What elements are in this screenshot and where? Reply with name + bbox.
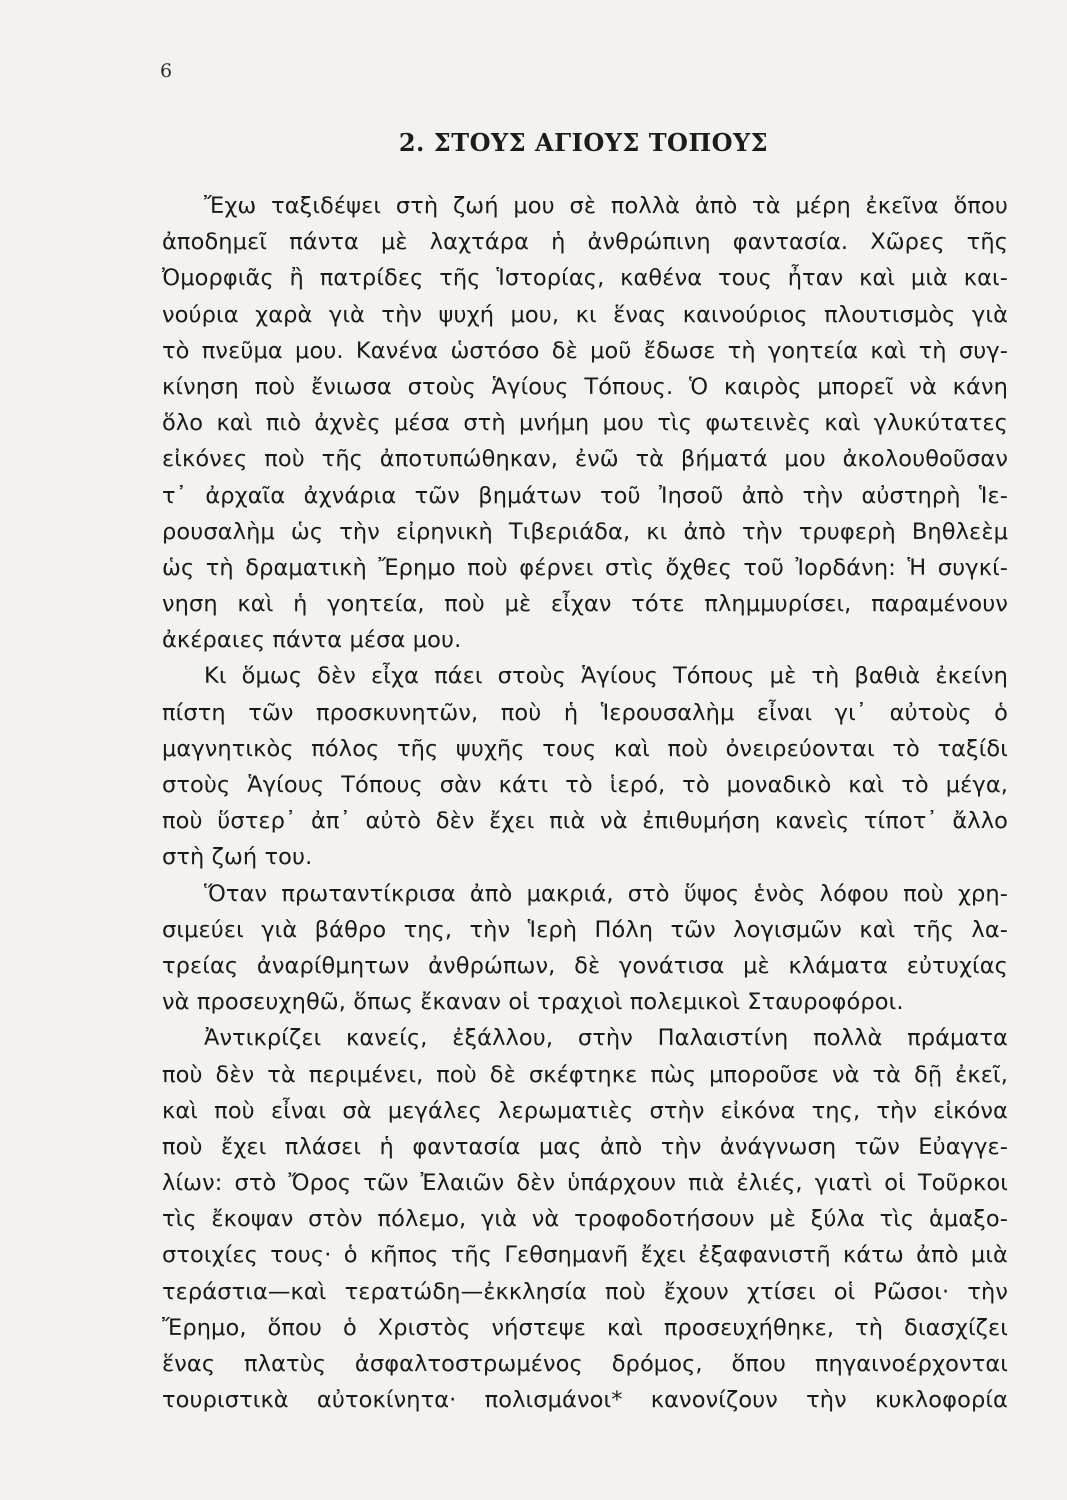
text-line: καὶ ποὺ εἶναι σὰ μεγάλες λερωματιὲς στὴν εἰκόνα της, τὴν εἰκόνα — [162, 1097, 1008, 1124]
text-line: ποὺ δὲν τὰ περιμένει, ποὺ δὲ σκέφτηκε πὼς μποροῦσε νὰ τὰ δῇ ἐκεῖ, — [162, 1061, 1008, 1088]
text-line: Ὀμορφιᾶς ἢ πατρίδες τῆς Ἱστορίας, καθένα τους ἦταν καὶ μιὰ και- — [162, 265, 1008, 292]
text-line: ὡς τὴ δραματικὴ Ἔρημο ποὺ φέρνει στὶς ὄχθες τοῦ Ἰορδάνη: Ἡ συγκί- — [162, 554, 1008, 581]
chapter-title — [0, 128, 1067, 157]
text-line: λίων: στὸ Ὄρος τῶν Ἐλαιῶν δὲν ὑπάρχουν πιὰ ἐλιές, γιατὶ οἱ Τοῦρκοι — [162, 1170, 1008, 1197]
text-line: Ἔχω ταξιδέψει στὴ ζωή μου σὲ πολλὰ ἀπὸ τὰ μέρη ἐκεῖνα ὅπου — [204, 193, 1008, 219]
text-line: στοὺς Ἁγίους Τόπους σὰν κάτι τὸ ἱερό, τὸ μοναδικὸ καὶ τὸ μέγα, — [162, 772, 1008, 798]
text-line: ρουσαλὴμ ὡς τὴν εἰρηνικὴ Τιβεριάδα, κι ἀπὸ τὴν τρυφερὴ Βηθλεὲμ — [162, 518, 1008, 545]
text-line: ὅλο καὶ πιὸ ἀχνὲς μέσα στὴ μνήμη μου τὶς φωτεινὲς καὶ γλυκύτατες — [162, 410, 1008, 437]
text-line: στοιχίες τους· ὁ κῆπος τῆς Γεθσημανῆ ἔχει ἐξαφανιστῆ κάτω ἀπὸ μιὰ — [162, 1242, 1008, 1269]
text-line: εἰκόνες ποὺ τῆς ἀποτυπώθηκαν, ἐνῶ τὰ βήματά μου ἀκολουθοῦσαν — [162, 446, 1008, 473]
text-line: στὴ ζωή του. — [162, 844, 313, 871]
page-number: 6 — [160, 60, 173, 82]
text-line: τεράστια—καὶ τερατώδη—ἐκκλησία ποὺ ἔχουν χτίσει οἱ Ρῶσοι· τὴν — [162, 1278, 1008, 1305]
text-line: Ὅταν πρωταντίκρισα ἀπὸ μακριά, στὸ ὕψος ἑνὸς λόφου ποὺ χρη- — [204, 880, 1008, 907]
text-line: νὰ προσευχηθῶ, ὅπως ἔκαναν οἱ τραχιοὶ πολεμικοὶ Σταυροφόροι. — [162, 989, 904, 1016]
body-text — [162, 188, 1008, 1418]
text-line: ἕνας πλατὺς ἀσφαλτοστρωμένος δρόμος, ὅπου πηγαινοέρχονται — [162, 1351, 1008, 1377]
text-line: τουριστικὰ αὐτοκίνητα· πολισμάνοι* κανονίζουν τὴν κυκλοφορία — [162, 1387, 1008, 1414]
text-line: ἀποδημεῖ πάντα μὲ λαχτάρα ἡ ἀνθρώπινη φαντασία. Χῶρες τῆς — [162, 229, 1008, 256]
text-line: τὶς ἔκοψαν στὸν πόλεμο, γιὰ νὰ τροφοδοτήσουν μὲ ξύλα τὶς ἁμαξο- — [162, 1206, 1008, 1233]
text-line: σιμεύει γιὰ βάθρο της, τὴν Ἱερὴ Πόλη τῶν λογισμῶν καὶ τῆς λα- — [162, 916, 1008, 943]
text-line: Ἀντικρίζει κανείς, ἐξάλλου, στὴν Παλαιστίνη πολλὰ πράματα — [204, 1025, 1008, 1052]
text-line: μαγνητικὸς πόλος τῆς ψυχῆς τους καὶ ποὺ ὀνειρεύονται τὸ ταξίδι — [162, 735, 1008, 762]
text-line: κίνηση ποὺ ἔνιωσα στοὺς Ἁγίους Τόπους. Ὁ καιρὸς μπορεῖ νὰ κάνη — [162, 373, 1008, 400]
chapter-title-text: 2. ΣΤΟΥΣ ΑΓΙΟΥΣ ΤΟΠΟΥΣ — [398, 128, 769, 157]
text-line: τρείας ἀναρίθμητων ἀνθρώπων, δὲ γονάτισα μὲ κλάματα εὐτυχίας — [162, 952, 1008, 979]
text-line: πίστη τῶν προσκυνητῶν, ποὺ ἡ Ἱερουσαλὴμ εἶναι γι᾿ αὐτοὺς ὁ — [162, 699, 1008, 726]
text-line: νηση καὶ ἡ γοητεία, ποὺ μὲ εἶχαν τότε πλημμυρίσει, παραμένουν — [162, 591, 1008, 618]
text-line: ποὺ ὕστερ᾿ ἀπ᾿ αὐτὸ δὲν ἔχει πιὰ νὰ ἐπιθυμήση κανεὶς τίποτ᾿ ἄλλο — [162, 808, 1008, 835]
text-line: Ἔρημο, ὅπου ὁ Χριστὸς νήστεψε καὶ προσευχήθηκε, τὴ διασχίζει — [162, 1314, 1008, 1341]
text-line: ἀκέραιες πάντα μέσα μου. — [162, 627, 462, 654]
text-line: νούρια χαρὰ γιὰ τὴν ψυχή μου, κι ἕνας καινούριος πλουτισμὸς γιὰ — [162, 301, 1008, 328]
text-line: Κι ὅμως δὲν εἶχα πάει στοὺς Ἁγίους Τόπους μὲ τὴ βαθιὰ ἐκείνη — [204, 663, 1008, 690]
text-line: τὸ πνεῦμα μου. Κανένα ὡστόσο δὲ μοῦ ἔδωσε τὴ γοητεία καὶ τὴ συγ- — [162, 337, 1008, 364]
text-line: ποὺ ἔχει πλάσει ἡ φαντασία μας ἀπὸ τὴν ἀνάγνωση τῶν Εὐαγγε- — [162, 1133, 1008, 1160]
text-line: τ᾿ ἀρχαῖα ἀχνάρια τῶν βημάτων τοῦ Ἰησοῦ ἀπὸ τὴν αὐστηρὴ Ἱε- — [162, 482, 1008, 509]
